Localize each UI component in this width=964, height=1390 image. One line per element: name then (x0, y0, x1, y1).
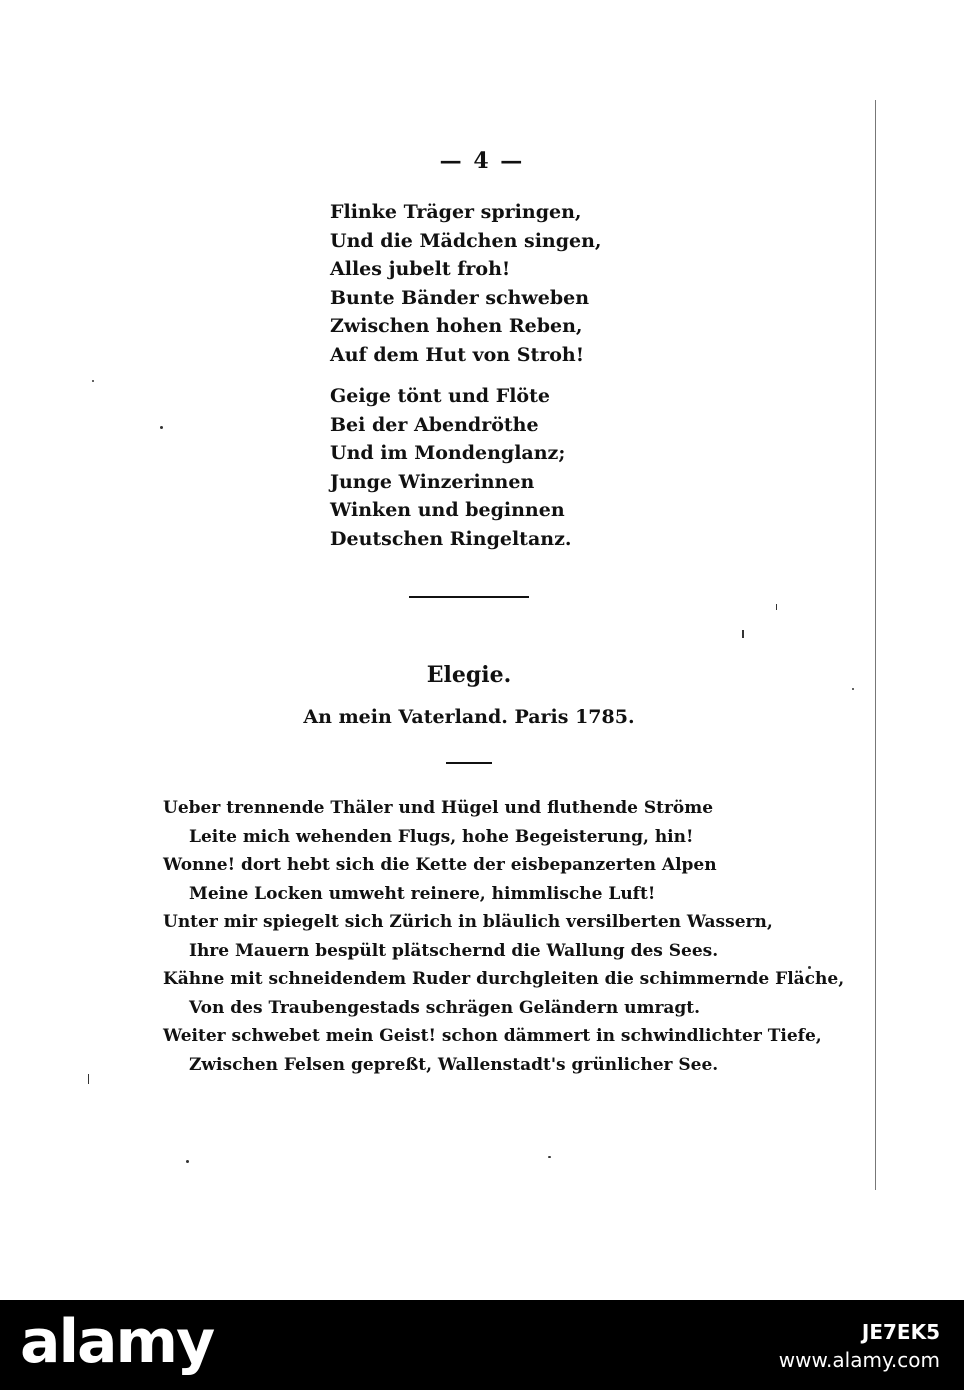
verse-line: Meine Locken umweht reinere, himmlische Luft! (189, 883, 656, 904)
verse-line: Geige tönt und Flöte (330, 385, 550, 407)
poem-subtitle: An mein Vaterland. Paris 1785. (303, 706, 635, 728)
title-divider (446, 762, 492, 764)
image-id: JE7EK5 (861, 1320, 940, 1344)
verse-line: Zwischen hohen Reben, (330, 315, 583, 337)
verse-line: Wonne! dort hebt sich die Kette der eisbepanzerten Alpen (163, 855, 717, 875)
stanza-2 (330, 382, 571, 553)
verse-line: Auf dem Hut von Stroh! (330, 343, 585, 366)
scan-speck (160, 426, 163, 429)
scan-speck (548, 1156, 551, 1158)
page-edge-line (875, 100, 876, 1190)
verse-line: Ueber trennende Thäler und Hügel und fluthende Ströme (163, 798, 714, 818)
watermark-meta (779, 1318, 940, 1374)
verse-line: Von des Traubengestads schrägen Geländern umragt. (189, 997, 701, 1018)
verse-line: Leite mich wehenden Flugs, hohe Begeisterung, hin! (189, 826, 694, 847)
verse-line: Ihre Mauern bespült plätschernd die Wallung des Sees. (189, 940, 719, 961)
site-url: www.alamy.com (778, 1348, 940, 1372)
poem-title: Elegie. (426, 662, 512, 688)
alamy-logo: alamy (20, 1307, 214, 1377)
scan-speck (808, 966, 811, 969)
verse-line: Junge Winzerinnen (330, 470, 535, 493)
verse-line: Und im Mondenglanz; (330, 442, 566, 464)
verse-line: Deutschen Ringeltanz. (330, 527, 572, 550)
scan-speck (92, 380, 94, 382)
verse-line: Alles jubelt froh! (330, 258, 511, 280)
elegy-verses (163, 794, 845, 1079)
scan-speck (186, 1160, 189, 1163)
verse-line: Bunte Bänder schweben (330, 286, 590, 309)
verse-line: Kähne mit schneidendem Ruder durchgleiten die schimmernde Fläche, (163, 969, 845, 989)
verse-line: Unter mir spiegelt sich Zürich in bläulich versilberten Wassern, (163, 912, 773, 932)
page-number: — 4 — (439, 148, 525, 174)
verse-line: Und die Mädchen singen, (330, 229, 602, 252)
scan-speck (852, 688, 854, 690)
verse-line: Winken und beginnen (330, 499, 565, 521)
scan-speck (88, 1074, 89, 1084)
scan-speck (776, 604, 777, 610)
verse-line: Flinke Träger springen, (330, 201, 582, 223)
verse-line: Zwischen Felsen gepreßt, Wallenstadt's grünlicher See. (189, 1054, 719, 1075)
verse-line: Weiter schwebet mein Geist! schon dämmert in schwindlichter Tiefe, (163, 1026, 822, 1046)
verse-line: Bei der Abendröthe (330, 413, 539, 436)
stanza-1 (330, 198, 602, 369)
section-divider (409, 596, 529, 598)
scan-speck (742, 630, 744, 638)
